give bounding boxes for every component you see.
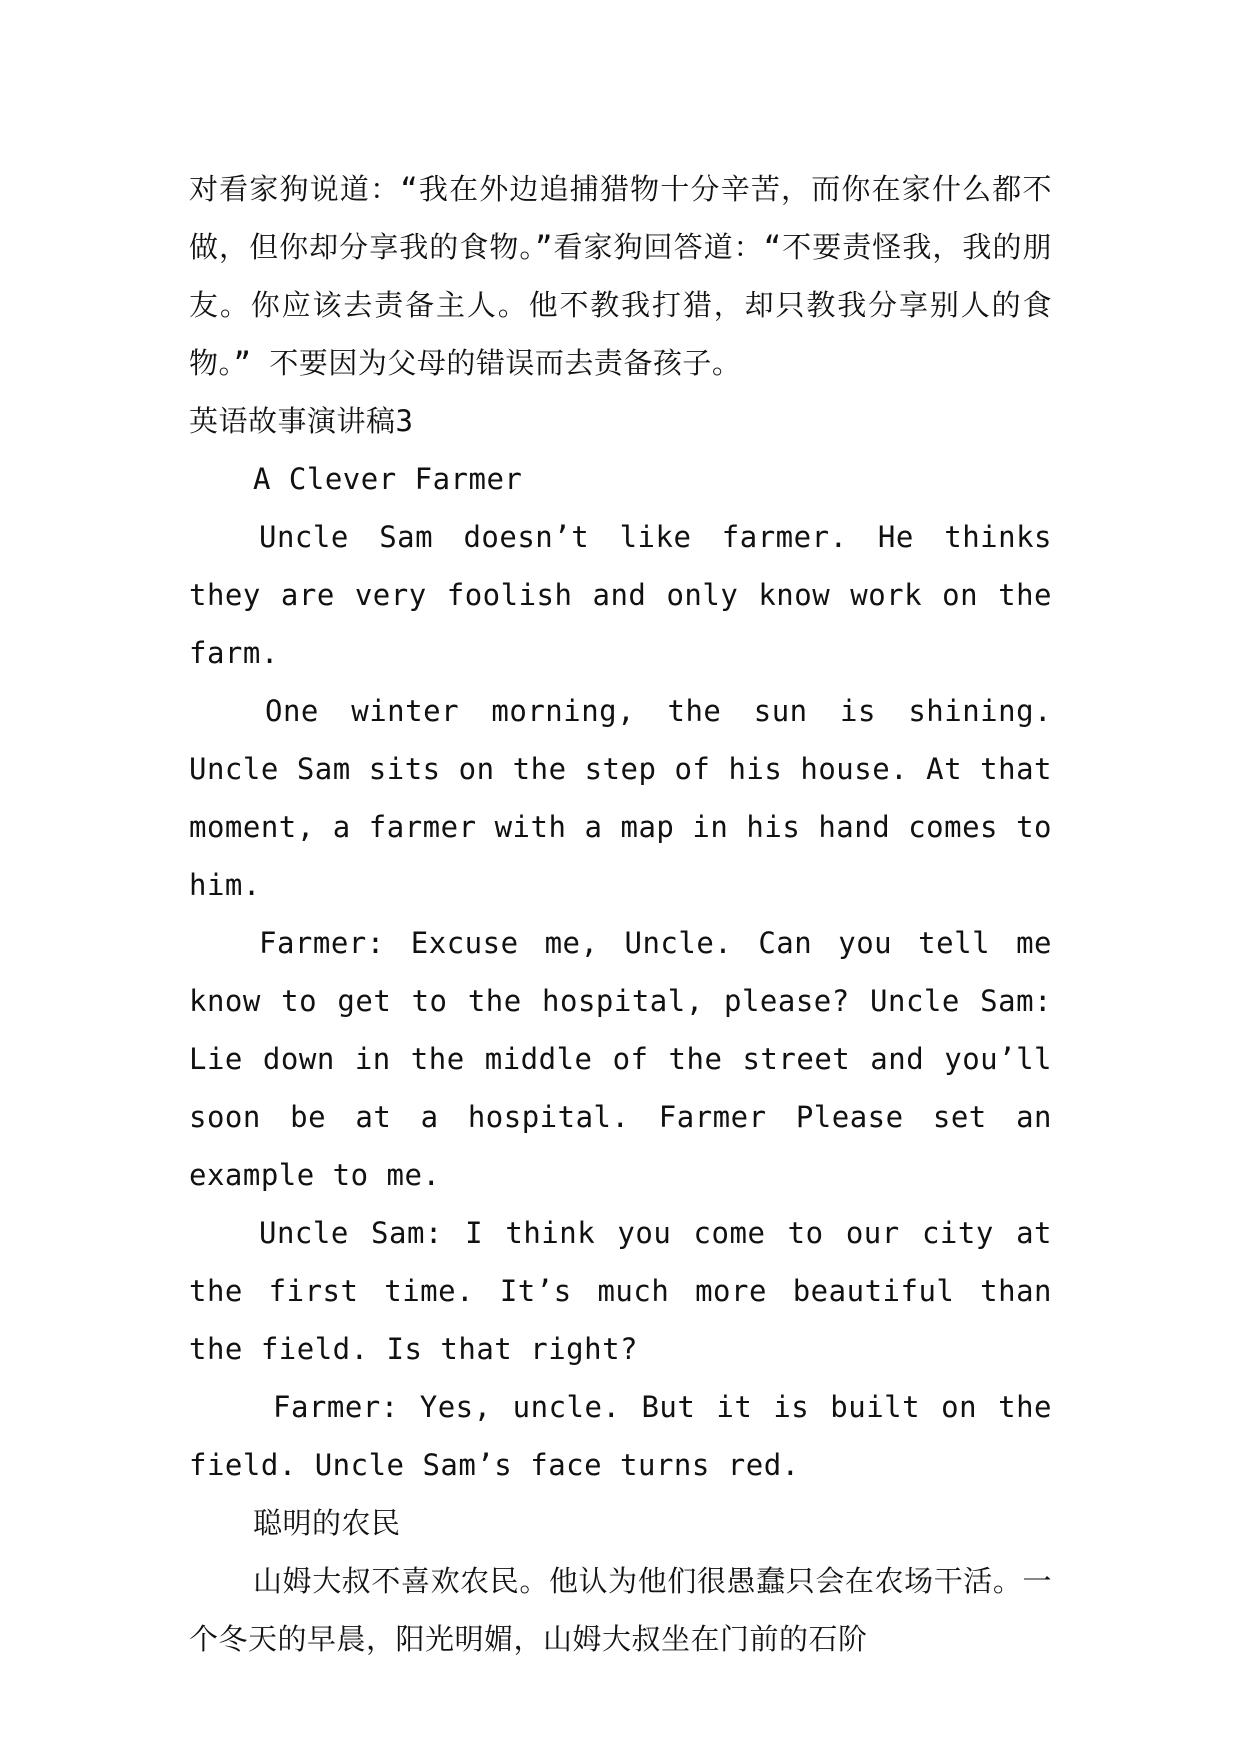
story-paragraph-2: One winter morning, the sun is shining. Uncle Sam sits on the step of his house. At that moment, a farmer with a map in his hand comes to him. bbox=[189, 694, 1052, 902]
story-paragraph-3: Farmer: Excuse me, Uncle. Can you tell me know to get to the hospital, please? Uncle Sam: Lie down in the middle of the street and you’ll soon be at a hospital. Farmer Please set an example to me. bbox=[189, 926, 1052, 1192]
story-paragraph-1: Uncle Sam doesn’t like farmer. He thinks they are very foolish and only know work on the farm. bbox=[189, 520, 1052, 670]
story-paragraph-5: Farmer: Yes, uncle. But it is built on the field. Uncle Sam’s face turns red. bbox=[189, 1390, 1052, 1482]
document-body bbox=[189, 160, 1052, 1668]
section-heading: 英语故事演讲稿3 bbox=[189, 404, 414, 438]
chinese-story-paragraph-1: 山姆大叔不喜欢农民。他认为他们很愚蠢只会在农场干活。一个冬天的早晨，阳光明媚，山姆大叔坐在门前的石阶 bbox=[189, 1564, 1052, 1656]
chinese-story-ending-paragraph: 对看家狗说道：“我在外边追捕猎物十分辛苦，而你在家什么都不做，但你却分享我的食物。”看家狗回答道：“不要责怪我，我的朋友。你应该去责备主人。他不教我打猎，却只教我分享别人的食物。” 不要因为父母的错误而去责备孩子。 bbox=[189, 172, 1052, 380]
chinese-story-title: 聪明的农民 bbox=[253, 1506, 401, 1540]
story-paragraph-4: Uncle Sam: I think you come to our city at the first time. It’s much more beautiful than the field. Is that right? bbox=[189, 1216, 1052, 1366]
story-title: A Clever Farmer bbox=[253, 462, 523, 496]
